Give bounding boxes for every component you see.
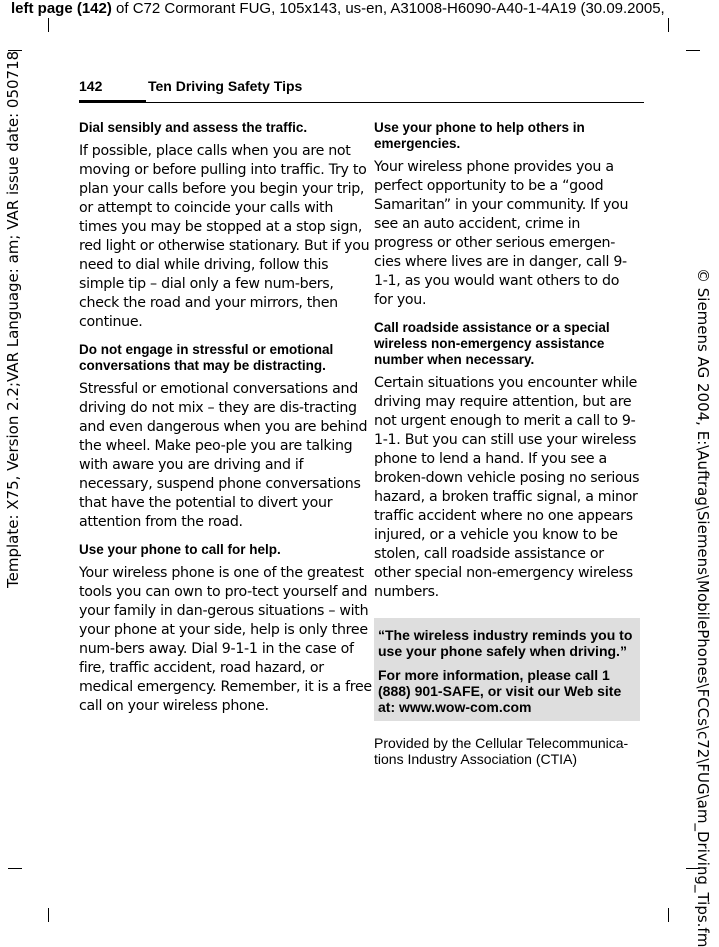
copyright-path-text: © Siemens AG 2004, E:\Auftrag\Siemens\MobilePhones\FCCs\c72\FUG\am_Driving_Tips.fm [694, 268, 712, 947]
tip-heading: Use your phone to call for help. [79, 542, 281, 557]
safety-notice-box [374, 618, 640, 721]
print-info-details: of C72 Cormorant FUG, 105x143, us-en, A31008-H6090-A40-1-4A19 (30.09.2005, [111, 0, 665, 17]
tip-body: If possible, place calls when you are not moving or before pulling into traffic. Try to plan your calls before you begin your trip, or attempt to coincide your calls with times you may be stopped at a stop sign, red light or otherwise stationary. But if you need to dial while driving, follow this simple tip – dial only a few num-bers, check the road and your mirrors, then continue. [79, 143, 370, 330]
safety-notice-contact: For more information, please call 1 (888) 901-SAFE, or visit our Web site at: www.wow-com.com [378, 667, 622, 715]
copyright-sidebar [690, 268, 712, 947]
page-number: 142 [79, 78, 103, 94]
tip-body: Your wireless phone is one of the greatest tools you can own to pro-tect yourself and your family in dan-gerous situations – with your phone at your side, help is only three num-bers away. Dial 9-1-1 in the case of fire, traffic accident, road hazard, or medical emergency. Remember, it is a free call on your wireless phone. [79, 565, 372, 714]
page-title: Ten Driving Safety Tips [148, 78, 303, 94]
print-info-line [11, 0, 719, 17]
template-info-sidebar [4, 28, 26, 588]
crop-mark [8, 868, 22, 869]
left-column [79, 120, 374, 726]
tip-body: Stressful or emotional conversations and driving do not mix – they are dis-tracting and even dangerous when you are behind the wheel. Make peo-ple you are talking with aware you are driving and if necessary, suspend phone conversations that have the potential to divert your attention from the road. [79, 381, 368, 530]
crop-mark [48, 18, 49, 32]
source-credit: Provided by the Cellular Telecommunica-tions Industry Association (CTIA) [374, 735, 629, 767]
safety-notice-quote: “The wireless industry reminds you to use your phone safely when driving.” [378, 627, 633, 659]
crop-mark [668, 18, 669, 32]
right-column [374, 120, 640, 767]
template-info-text: Template: X75, Version 2.2;VAR Language: am; VAR issue date: 050718 [4, 50, 22, 588]
crop-mark [48, 908, 49, 922]
tip-heading: Call roadside assistance or a special wireless non-emergency assistance number when necessary. [374, 320, 610, 367]
tip-body: Your wireless phone provides you a perfect opportunity to be a “good Samaritan” in your community. If you see an auto accident, crime in progress or other serious emergen-cies where lives are in danger, call 9-1-1, as you would want others to do for you. [374, 159, 629, 308]
print-info-page: left page (142) [11, 0, 112, 17]
tip-heading: Do not engage in stressful or emotional conversations that may be distracting. [79, 342, 334, 373]
header-rule [79, 102, 644, 103]
tip-heading: Use your phone to help others in emergencies. [374, 120, 585, 151]
tip-body: Certain situations you encounter while driving may require attention, but are not urgent enough to merit a call to 9-1-1. But you can still use your wireless phone to lend a hand. If you see a broken-down vehicle posing no serious hazard, a broken traffic signal, a minor traffic accident where no one appears injured, or a vehicle you know to be stolen, call roadside assistance or other special non-emergency wireless numbers. [374, 375, 640, 600]
crop-mark [686, 50, 700, 51]
tip-heading: Dial sensibly and assess the traffic. [79, 120, 308, 135]
crop-mark [668, 908, 669, 922]
